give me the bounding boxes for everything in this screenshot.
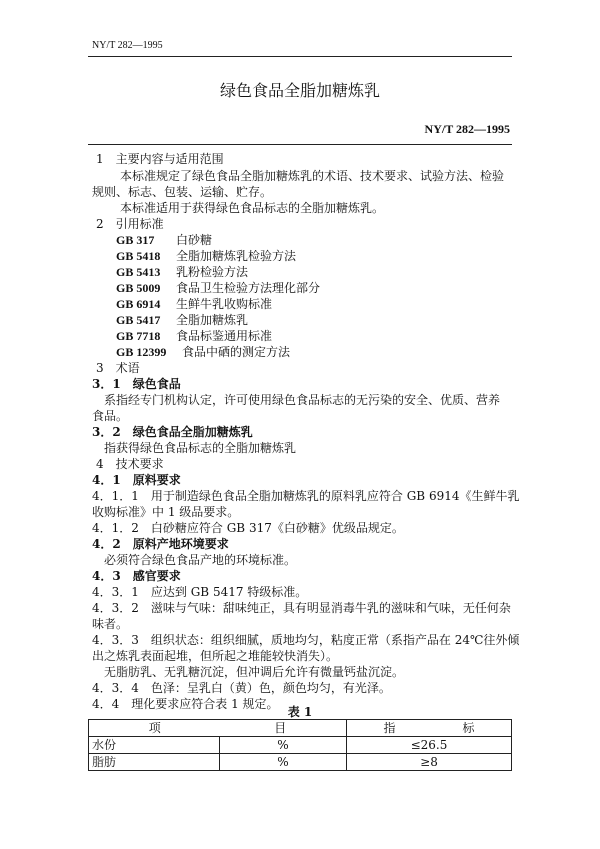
- section-1-paragraph-cont: 规则、标志、包装、运输、贮存。: [92, 185, 273, 199]
- section-4-1-2: 4．1．2 白砂糖应符合 GB 317《白砂糖》优级品规定。: [92, 521, 404, 535]
- table-cell-spec: ≤26.5: [347, 737, 512, 754]
- section-4-3-2-cont: 味者。: [92, 617, 129, 631]
- table-header-row: [89, 720, 512, 737]
- table-caption: 表 1: [287, 705, 313, 719]
- section-4-1-heading: 4．1 原料要求: [92, 473, 181, 487]
- section-4-3-3-cont: 出之炼乳表面起堆，但所起之堆能较快消失）。: [92, 649, 339, 663]
- standard-number: NY/T 282—1995: [424, 122, 510, 136]
- section-1-heading: 1 主要内容与适用范围: [96, 152, 224, 166]
- table-cell-item: 水份: [89, 737, 220, 754]
- table-row: [89, 754, 512, 771]
- table-cell-item: 脂肪: [89, 754, 220, 771]
- table-header-item: 项 目: [89, 720, 347, 737]
- section-3-1-paragraph-cont: 食品。: [92, 409, 129, 423]
- section-3-1-heading: 3．1 绿色食品: [92, 377, 181, 391]
- table-cell-unit: %: [220, 754, 347, 771]
- section-3-heading: 3 术语: [96, 361, 140, 375]
- section-1-scope: 本标准适用于获得绿色食品标志的全脂加糖炼乳。: [120, 201, 385, 215]
- section-4-3-2: 4．3．2 滋味与气味：甜味纯正，具有明显消毒牛乳的滋味和气味，无任何杂: [92, 601, 511, 615]
- reference-item: GB 5413 乳粉检验方法: [116, 265, 249, 279]
- section-4-3-heading: 4．3 感官要求: [92, 569, 181, 583]
- reference-item: GB 7718 食品标鉴通用标准: [116, 329, 273, 343]
- section-4-2-heading: 4．2 原料产地环境要求: [92, 537, 229, 551]
- section-4-2-paragraph: 必须符合绿色食品产地的环境标准。: [104, 553, 297, 567]
- section-3-1-paragraph: 系指经专门机构认定，许可使用绿色食品标志的无污染的安全、优质、营养: [104, 393, 501, 407]
- table-cell-unit: %: [220, 737, 347, 754]
- reference-item: GB 5009 食品卫生检验方法理化部分: [116, 281, 321, 295]
- page-title: 绿色食品全脂加糖炼乳: [219, 81, 380, 100]
- section-4-3-4: 4．3．4 色泽：呈乳白（黄）色，颜色均匀，有光泽。: [92, 681, 391, 695]
- section-1-paragraph: 本标准规定了绿色食品全脂加糖炼乳的术语、技术要求、试验方法、检验: [120, 169, 505, 183]
- header-code: NY/T 282—1995: [92, 40, 163, 51]
- table-header-spec: 指 标: [347, 720, 512, 737]
- reference-item: GB 12399 食品中硒的测定方法: [116, 345, 291, 359]
- section-3-2-heading: 3．2 绿色食品全脂加糖炼乳: [92, 425, 253, 439]
- section-4-heading: 4 技术要求: [96, 457, 164, 471]
- reference-item: GB 5418 全脂加糖炼乳检验方法: [116, 249, 297, 263]
- section-2-heading: 2 引用标准: [96, 217, 164, 231]
- section-4-3-3: 4．3．3 组织状态：组织细腻，质地均匀，粘度正常（系指产品在 24℃往外倾: [92, 633, 520, 647]
- section-4-3-1: 4．3．1 应达到 GB 5417 特级标准。: [92, 585, 308, 599]
- section-4-3-3-note: 无脂肪乳、无乳糖沉淀，但冲调后允许有微量钙盐沉淀。: [104, 665, 405, 679]
- section-4-1-1: 4．1．1 用于制造绿色食品全脂加糖炼乳的原料乳应符合 GB 6914《生鲜牛乳: [92, 489, 520, 503]
- section-4-1-1-cont: 收购标准》中 1 级品要求。: [92, 505, 240, 519]
- requirements-table: [88, 719, 512, 771]
- section-4-4: 4．4 理化要求应符合表 1 规定。: [92, 697, 279, 711]
- title-rule: [88, 144, 512, 145]
- reference-item: GB 5417 全脂加糖炼乳: [116, 313, 249, 327]
- reference-item: GB 317 白砂糖: [116, 233, 213, 247]
- table-row: [89, 737, 512, 754]
- table-cell-spec: ≥8: [347, 754, 512, 771]
- reference-item: GB 6914 生鲜牛乳收购标准: [116, 297, 273, 311]
- header-rule: [88, 56, 512, 57]
- section-3-2-paragraph: 指获得绿色食品标志的全脂加糖炼乳: [104, 441, 297, 455]
